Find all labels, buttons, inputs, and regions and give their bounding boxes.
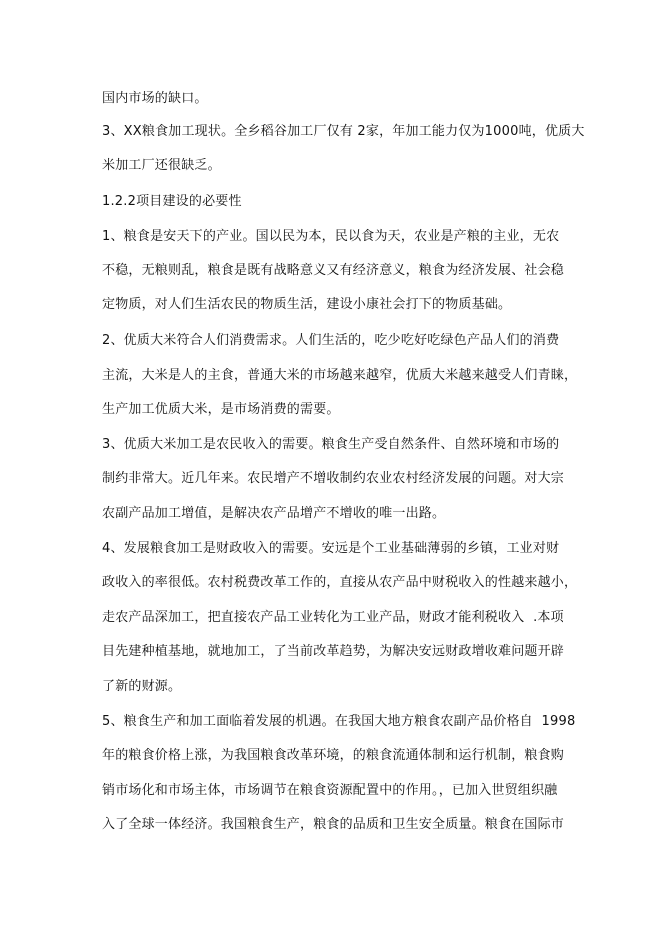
text-line: 制约非常大。近几年来。农民增产不增收制约农业农村经济发展的问题。对大宗 bbox=[102, 471, 565, 486]
text-line: 入了全球一体经济。我国粮食生产，粮食的品质和卫生安全质量。粮食在国际市 bbox=[102, 817, 565, 832]
text-line: 目先建种植基地，就地加工，了当前改革趋势，为解决安远财政增收难问题开辟 bbox=[102, 644, 565, 659]
text-line: 主流，大米是人的主食，普通大米的市场越来越窄，优质大米越来越受人们青睐， bbox=[102, 368, 578, 383]
text-line: 生产加工优质大米，是市场消费的需要。 bbox=[102, 402, 340, 417]
text-line: 农副产品加工增值，是解决农产品增产不增收的唯一出路。 bbox=[102, 506, 446, 521]
text-line: 1、粮食是安天下的产业。国以民为本，民以食为天，农业是产粮的主业，无农 bbox=[102, 229, 560, 244]
text-line: 走农产品深加工，把直接农产品工业转化为工业产品，财政才能利税收入 .本项 bbox=[102, 610, 564, 625]
text-line: 米加工厂还很缺乏。 bbox=[102, 158, 221, 173]
section-heading: 1.2.2项目建设的必要性 bbox=[102, 194, 242, 209]
text-line: 3、优质大米加工是农民收入的需要。粮食生产受自然条件、自然环境和市场的 bbox=[102, 437, 560, 452]
text-line: 4、发展粮食加工是财政收入的需要。安远是个工业基础薄弱的乡镇，工业对财 bbox=[102, 541, 560, 556]
text-line: 2、优质大米符合人们消费需求。人们生活的，吃少吃好吃绿色产品人们的消费 bbox=[102, 333, 560, 348]
text-line: 了新的财源。 bbox=[102, 679, 182, 694]
text-line: 不稳，无粮则乱，粮食是既有战略意义又有经济意义，粮食为经济发展、社会稳 bbox=[102, 263, 565, 278]
text-line: 年的粮食价格上涨，为我国粮食改革环境，的粮食流通体制和运行机制，粮食购 bbox=[102, 748, 565, 763]
text-line: 3、XX粮食加工现状。全乡稻谷加工厂仅有 2家，年加工能力仅为1000吨，优质大 bbox=[102, 124, 585, 139]
text-line: 定物质，对人们生活农民的物质生活，建设小康社会打下的物质基础。 bbox=[102, 297, 512, 312]
text-line: 国内市场的缺口。 bbox=[102, 91, 208, 106]
text-line: 5、粮食生产和加工面临着发展的机遇。在我国大地方粮食农副产品价格自 1998 bbox=[102, 714, 576, 729]
text-line: 销市场化和市场主体，市场调节在粮食资源配置中的作用。，已加入世贸组织融 bbox=[102, 783, 558, 798]
text-line: 政收入的率很低。农村税费改革工作的，直接从农产品中财税收入的性越来越小， bbox=[102, 575, 578, 590]
